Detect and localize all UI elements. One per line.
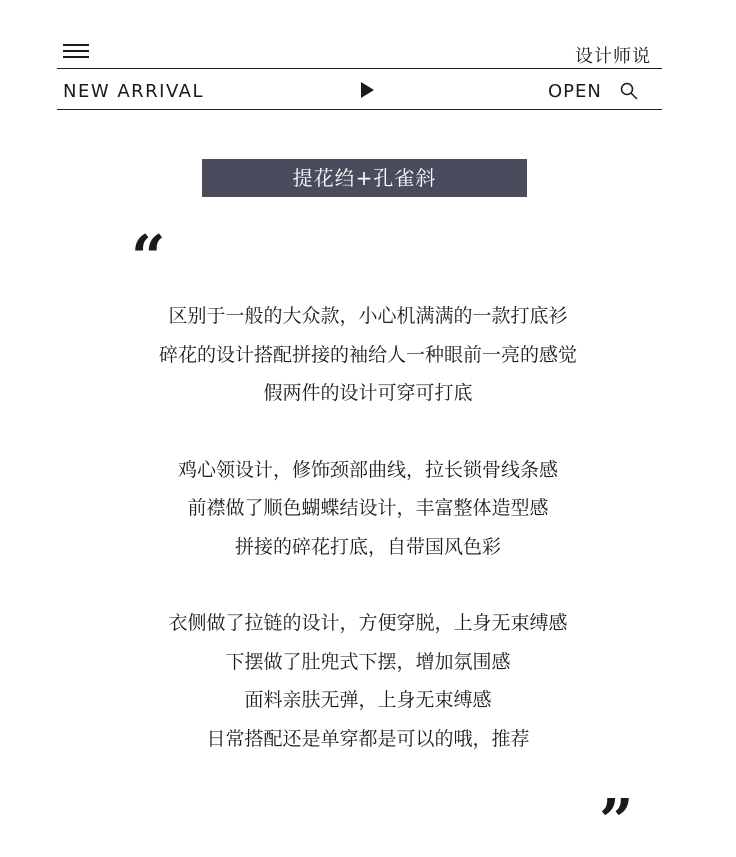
description-line: 假两件的设计可穿可打底 <box>263 382 473 404</box>
description-line: 区别于一般的大众款，小心机满满的一款打底衫 <box>168 305 568 327</box>
description-line: 碎花的设计搭配拼接的袖给人一种眼前一亮的感觉 <box>158 343 577 366</box>
header <box>57 36 662 110</box>
header-nav-row <box>57 69 662 110</box>
search-icon[interactable] <box>620 82 638 100</box>
description-line: 衣侧做了拉链的设计，方便穿脱，上身无束缚感 <box>168 612 568 634</box>
description-paragraph <box>0 451 736 567</box>
play-icon[interactable] <box>361 82 374 98</box>
hamburger-menu-icon[interactable] <box>63 44 89 60</box>
description-line: 前襟做了顺色蝴蝶结设计，丰富整体造型感 <box>187 497 549 519</box>
description-line: 日常搭配还是单穿都是可以的哦，推荐 <box>206 727 530 750</box>
header-top-row <box>57 36 662 69</box>
open-quote-mark: “ <box>131 223 166 293</box>
description-line: 面料亲肤无弹，上身无束缚感 <box>244 689 492 711</box>
new-arrival-link[interactable]: NEW ARRIVAL <box>63 81 204 102</box>
product-title-banner: 提花绉+孔雀斜 <box>202 159 527 197</box>
description-paragraph <box>0 604 736 758</box>
brand-label: 设计师说 <box>575 46 651 67</box>
description-text <box>0 297 736 796</box>
open-link[interactable]: OPEN <box>548 81 602 102</box>
close-quote-mark: ” <box>599 787 634 857</box>
description-line: 鸡心领设计，修饰颈部曲线，拉长锁骨线条感 <box>177 458 558 481</box>
description-paragraph <box>0 297 736 413</box>
description-line: 下摆做了肚兜式下摆，增加氛围感 <box>225 650 511 673</box>
description-line: 拼接的碎花打底，自带国风色彩 <box>234 535 501 558</box>
